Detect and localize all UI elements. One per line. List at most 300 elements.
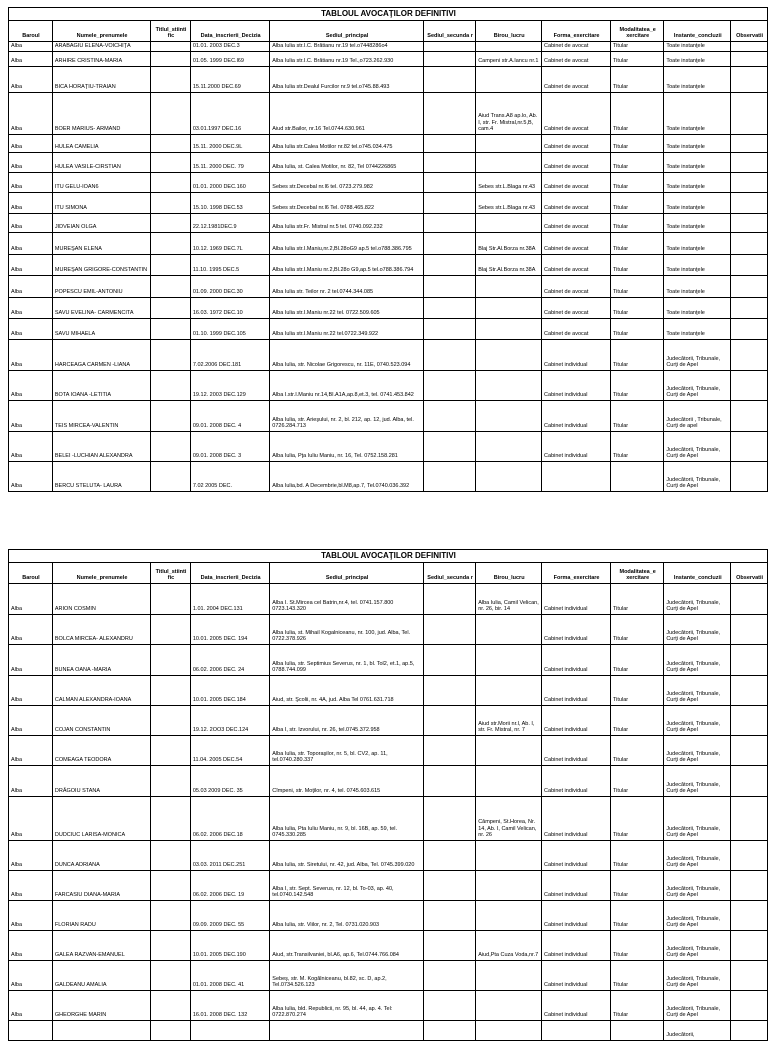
- cell-practice-form: Cabinet individual: [542, 841, 611, 871]
- cell-main-office: Alba Iulia, Pta Iuliu Maniu, nr. 9, bl. 16B, ap. 59, tel. 0745.330.285: [270, 797, 424, 841]
- cell-observations: [731, 766, 768, 797]
- cell-practice-mode: Titular: [611, 52, 664, 67]
- table-row: [9, 93, 768, 135]
- cell-title: [151, 214, 191, 233]
- cell-courts: Toate instanţele: [664, 233, 731, 255]
- cell-work-office: [476, 766, 542, 797]
- header-name: Numele_prenumele: [52, 21, 150, 42]
- cell-practice-form: Cabinet de avocat: [542, 276, 611, 298]
- cell-main-office: Alba Iulia, Pţa Iuliu Maniu, nr. 16, Tel. 0752.158.281: [270, 432, 424, 462]
- cell-practice-mode: Titular: [611, 340, 664, 371]
- cell-observations: [731, 173, 768, 193]
- cell-name: SAVU MIHAELA: [52, 319, 150, 340]
- cell-title: [151, 766, 191, 797]
- cell-main-office: Alba Iulia str.Fr. Mistral nr.5 tel. 0740.092.232: [270, 214, 424, 233]
- cell-practice-mode: [611, 462, 664, 492]
- cell-barou: Alba: [9, 615, 53, 645]
- cell-date-decision: 03.03. 2011 DEC.251: [190, 841, 269, 871]
- cell-practice-mode: Titular: [611, 615, 664, 645]
- cell-practice-form: Cabinet individual: [542, 371, 611, 401]
- cell-secondary-office: [423, 193, 475, 214]
- cell-title: [151, 841, 191, 871]
- table-row: [9, 214, 768, 233]
- cell-name: TEIS MIRCEA-VALENTIN: [52, 401, 150, 432]
- cell-observations: [731, 153, 768, 173]
- header-practice-form: Forma_exercitare: [542, 21, 611, 42]
- cell-practice-form: Cabinet individual: [542, 991, 611, 1021]
- cell-barou: Alba: [9, 276, 53, 298]
- cell-date-decision: 7.02 2005 DEC.: [190, 462, 269, 492]
- cell-title: [151, 42, 191, 52]
- cell-main-office: Alba Iulia str.I.Maniu,nr.2,Bl.28oG9 ap.5 tel.o788.386.795: [270, 233, 424, 255]
- cell-secondary-office: [423, 961, 475, 991]
- cell-work-office: [476, 298, 542, 319]
- table-row: [9, 298, 768, 319]
- cell-barou: Alba: [9, 93, 53, 135]
- cell-name: BOLCA MIRCEA- ALEXANDRU: [52, 615, 150, 645]
- cell-name: GALEA RAZVAN-EMANUEL: [52, 931, 150, 961]
- cell-name: COJAN CONSTANTIN: [52, 706, 150, 736]
- cell-practice-mode: Titular: [611, 841, 664, 871]
- cell-barou: Alba: [9, 901, 53, 931]
- cell-name: GALDEANU AMALIA: [52, 961, 150, 991]
- cell-name: POPESCU EMIL-ANTONIU: [52, 276, 150, 298]
- cell-courts: Judecătorii, Tribunale, Curţi de Apel: [664, 432, 731, 462]
- cell-name: BELEI -LUCHIAN ALEXANDRA: [52, 432, 150, 462]
- header-practice-form: Forma_exercitare: [542, 563, 611, 584]
- cell-practice-form: Cabinet de avocat: [542, 42, 611, 52]
- cell-courts: Toate instanţele: [664, 276, 731, 298]
- cell-title: [151, 401, 191, 432]
- cell-secondary-office: [423, 462, 475, 492]
- cell-barou: Alba: [9, 340, 53, 371]
- table-row: [9, 255, 768, 276]
- cell-date-decision: 01.05. 1999 DEC.l69: [190, 52, 269, 67]
- cell-title: [151, 901, 191, 931]
- cell-date-decision: 19.12. 2003 DEC.129: [190, 371, 269, 401]
- cell-observations: [731, 901, 768, 931]
- cell-date-decision: 06.02. 2006 DEC.18: [190, 797, 269, 841]
- cell-courts: Judecătorii, Tribunale, Curţi de Apel: [664, 676, 731, 706]
- cell-work-office: [476, 615, 542, 645]
- cell-date-decision: 16.03. 1972 DEC.10: [190, 298, 269, 319]
- cell-secondary-office: [423, 991, 475, 1021]
- cell-date-decision: 01.09. 2000 DEC.30: [190, 276, 269, 298]
- cell-date-decision: 15.11. 2000 DEC.9L: [190, 135, 269, 153]
- table-row: [9, 173, 768, 193]
- cell-observations: [731, 584, 768, 615]
- cell-date-decision: 15.10. 1998 DEC.53: [190, 193, 269, 214]
- cell-date-decision: 10.12. 1969 DEC.7L: [190, 233, 269, 255]
- cell-secondary-office: [423, 42, 475, 52]
- cell-title: [151, 93, 191, 135]
- cell-date-decision: 16.01. 2008 DEC. 132: [190, 991, 269, 1021]
- cell-date-decision: 01.01. 2000 DEC.160: [190, 173, 269, 193]
- cell-practice-mode: Titular: [611, 401, 664, 432]
- cell-observations: [731, 67, 768, 93]
- cell-main-office: Alba Iulia, str. Siretului, nr. 42, jud. Alba, Tel. 0745.399.020: [270, 841, 424, 871]
- cell-name: ITU GELU-IOAN6: [52, 173, 150, 193]
- table-row: [9, 319, 768, 340]
- table-row: [9, 276, 768, 298]
- cell-observations: [731, 961, 768, 991]
- cell-secondary-office: [423, 766, 475, 797]
- cell-practice-mode: Titular: [611, 135, 664, 153]
- cell-title: [151, 233, 191, 255]
- cell-courts: Toate instanţele: [664, 255, 731, 276]
- cell-barou: Alba: [9, 255, 53, 276]
- table-row: [9, 871, 768, 901]
- cell-work-office: [476, 432, 542, 462]
- cell-practice-form: Cabinet individual: [542, 901, 611, 931]
- cell-barou: Alba: [9, 233, 53, 255]
- cell-title: [151, 153, 191, 173]
- cell-work-office: [476, 871, 542, 901]
- cell-title: [151, 173, 191, 193]
- cell-courts: Toate instanţele: [664, 214, 731, 233]
- cell-practice-mode: Titular: [611, 961, 664, 991]
- cell-observations: [731, 42, 768, 52]
- cell-name: MUREŞAN ELENA: [52, 233, 150, 255]
- cell-practice-form: Cabinet individual: [542, 340, 611, 371]
- table-row: [9, 371, 768, 401]
- cell-practice-form: Cabinet de avocat: [542, 319, 611, 340]
- header-practice-mode: Modalitatea_e xercitare: [611, 21, 664, 42]
- cell-secondary-office: [423, 340, 475, 371]
- header-observations: Observatii: [731, 21, 768, 42]
- cell-main-office: Alba Iulia, str. Viilor, nr. 2, Tel. 0731.020.903: [270, 901, 424, 931]
- cell-name: BUNEA OANA -MARIA: [52, 645, 150, 676]
- cell-work-office: [476, 340, 542, 371]
- table-row: [9, 52, 768, 67]
- cell-main-office: Alba Iulia str.I.Maniu nr.2,Bl.28o G9,ap.5 tel.o788.386.794: [270, 255, 424, 276]
- cell-secondary-office: [423, 676, 475, 706]
- header-main-office: Sediul_principal: [270, 563, 424, 584]
- cell-title: [151, 584, 191, 615]
- cell-title: [151, 276, 191, 298]
- cell-courts: Toate instanţele: [664, 298, 731, 319]
- cell-practice-mode: Titular: [611, 371, 664, 401]
- cell-secondary-office: [423, 871, 475, 901]
- cell-title: [151, 706, 191, 736]
- cell-name: ITU SIMONA: [52, 193, 150, 214]
- cell-courts: Toate instanţele: [664, 93, 731, 135]
- cell-date-decision: 05.03 2009 DEC. 35: [190, 766, 269, 797]
- cell-observations: [731, 462, 768, 492]
- table-row: [9, 901, 768, 931]
- table-row: [9, 153, 768, 173]
- cell-main-office: Alba I. St.Mircea cel Batrin,nr.4, tel. 0741.157.800 0723.143.320: [270, 584, 424, 615]
- cell-title: [151, 255, 191, 276]
- cell-main-office: Alba Iulia str.I.Maniu nr.22 tel. 0722.509.605: [270, 298, 424, 319]
- cell-work-office: [476, 462, 542, 492]
- cell-practice-mode: Titular: [611, 871, 664, 901]
- cell-main-office: Cîmpeni, str. Moţilor, nr. 4, tel. 0745.603.615: [270, 766, 424, 797]
- cell-observations: [731, 706, 768, 736]
- cell-name: GHEORGHE MARIN: [52, 991, 150, 1021]
- cell-name: COMEAGA TEODORA: [52, 736, 150, 766]
- cell-work-office: Alba Iulia, Camil Velican, nr. 26, bir. 14: [476, 584, 542, 615]
- cell-observations: [731, 298, 768, 319]
- cell-practice-form: Cabinet de avocat: [542, 255, 611, 276]
- cell-secondary-office: [423, 797, 475, 841]
- cell-practice-mode: Titular: [611, 298, 664, 319]
- cell-barou: Alba: [9, 871, 53, 901]
- cell-barou: Alba: [9, 462, 53, 492]
- cell-courts: Judecătorii,: [664, 1021, 731, 1041]
- table-row: [9, 766, 768, 797]
- cell-barou: Alba: [9, 173, 53, 193]
- cell-observations: [731, 841, 768, 871]
- cell-practice-mode: Titular: [611, 991, 664, 1021]
- cell-title: [151, 371, 191, 401]
- cell-practice-form: Cabinet individual: [542, 871, 611, 901]
- cell-observations: [731, 797, 768, 841]
- cell-main-office: Alba Iulia, str. Toporaşilor, nr. 5, bl. CV2, ap. 11, tel.0740.280.337: [270, 736, 424, 766]
- header-title: Titlul_stiinti fic: [151, 563, 191, 584]
- cell-practice-form: Cabinet individual: [542, 766, 611, 797]
- cell-main-office: Aiud, str. Şcolii, nr. 4A, jud. Alba Tel 0761.631.718: [270, 676, 424, 706]
- cell-secondary-office: [423, 584, 475, 615]
- cell-courts: Judecătorii, Tribunale, Curţi de Apel: [664, 991, 731, 1021]
- cell-courts: Judecătorii , Tribunale, Curţi de apel: [664, 401, 731, 432]
- header-row: [9, 21, 768, 42]
- cell-name: DRĂGOIU STANA: [52, 766, 150, 797]
- cell-secondary-office: [423, 736, 475, 766]
- cell-practice-mode: Titular: [611, 645, 664, 676]
- header-title: Titlul_stiinti fic: [151, 21, 191, 42]
- cell-barou: Alba: [9, 645, 53, 676]
- cell-date-decision: 03.01.1997 DEC.16: [190, 93, 269, 135]
- cell-title: [151, 340, 191, 371]
- cell-date-decision: 10.01. 2005 DEC.190: [190, 931, 269, 961]
- cell-secondary-office: [423, 371, 475, 401]
- cell-work-office: Campeni str.A.Iancu nr.1: [476, 52, 542, 67]
- cell-name: SAVU EVELINA- CARMENCITA: [52, 298, 150, 319]
- cell-observations: [731, 214, 768, 233]
- cell-work-office: [476, 42, 542, 52]
- cell-title: [151, 736, 191, 766]
- table-row: [9, 841, 768, 871]
- cell-practice-form: Cabinet de avocat: [542, 233, 611, 255]
- cell-observations: [731, 93, 768, 135]
- cell-date-decision: 15.11.2000 DEC.69: [190, 67, 269, 93]
- header-secondary-office: Sediul_secunda r: [423, 563, 475, 584]
- table-row: [9, 991, 768, 1021]
- cell-work-office: Blaj Str.Al.Borza nr.38A: [476, 233, 542, 255]
- cell-main-office: Alba Iulia,bd. A Decembrie,bl.M8,ap.7, Tel.0740.036.392: [270, 462, 424, 492]
- cell-barou: Alba: [9, 401, 53, 432]
- cell-secondary-office: [423, 233, 475, 255]
- cell-name: BERCU STELUTA- LAURA: [52, 462, 150, 492]
- cell-barou: Alba: [9, 766, 53, 797]
- cell-work-office: [476, 371, 542, 401]
- cell-work-office: Blaj Str.Al.Borza nr.38A: [476, 255, 542, 276]
- cell-barou: Alba: [9, 298, 53, 319]
- cell-courts: Toate instanţele: [664, 173, 731, 193]
- cell-practice-form: Cabinet de avocat: [542, 173, 611, 193]
- cell-date-decision: 09.01. 2008 DEC. 4: [190, 401, 269, 432]
- cell-practice-form: Cabinet de avocat: [542, 214, 611, 233]
- cell-secondary-office: [423, 135, 475, 153]
- cell-main-office: Alba Iulia, st. Mihail Kogalniceanu, nr. 100, jud. Alba, Tel. 0722.378.926: [270, 615, 424, 645]
- cell-main-office: Alba Iulia str. Teilor nr. 2 tel.0744.344.085: [270, 276, 424, 298]
- cell-main-office: Alba Iulia, str. Arieşului, nr. 2, bl. 212, ap. 12, jud. Alba, tel. 0726.284.713: [270, 401, 424, 432]
- cell-practice-mode: Titular: [611, 67, 664, 93]
- cell-date-decision: 06.02. 2006 DEC. 19: [190, 871, 269, 901]
- cell-secondary-office: [423, 432, 475, 462]
- cell-courts: Toate instanţele: [664, 319, 731, 340]
- cell-courts: Judecătorii, Tribunale, Curţi de Apel: [664, 961, 731, 991]
- cell-practice-form: Cabinet individual: [542, 797, 611, 841]
- cell-name: ARION COSMIN: [52, 584, 150, 615]
- cell-practice-form: Cabinet individual: [542, 931, 611, 961]
- table-row: [9, 584, 768, 615]
- cell-observations: [731, 319, 768, 340]
- cell-title: [151, 931, 191, 961]
- cell-date-decision: 01.01. 2008 DEC. 41: [190, 961, 269, 991]
- cell-date-decision: 01.01. 2003 DEC.3: [190, 42, 269, 52]
- cell-secondary-office: [423, 931, 475, 961]
- cell-courts: Judecătorii, Tribunale, Curţi de Apel: [664, 931, 731, 961]
- cell-date-decision: 22.12.1981DEC.9: [190, 214, 269, 233]
- header-date-decision: Data_inscrierii_Decizia: [190, 563, 269, 584]
- header-practice-mode: Modalitatea_e xercitare: [611, 563, 664, 584]
- cell-work-office: [476, 901, 542, 931]
- table-row: [9, 340, 768, 371]
- cell-practice-form: Cabinet individual: [542, 706, 611, 736]
- cell-courts: Judecătorii, Tribunale, Curţi de Apel: [664, 645, 731, 676]
- cell-name: CALMAN ALEXANDRA-IOANA: [52, 676, 150, 706]
- cell-practice-mode: Titular: [611, 233, 664, 255]
- table-row: [9, 233, 768, 255]
- cell-observations: [731, 931, 768, 961]
- cell-courts: Toate instanţele: [664, 42, 731, 52]
- table-row: [9, 401, 768, 432]
- cell-name: BOER MARIUS- ARMAND: [52, 93, 150, 135]
- cell-courts: Judecătorii, Tribunale, Curţi de Apel: [664, 584, 731, 615]
- cell-work-office: [476, 319, 542, 340]
- cell-work-office: [476, 401, 542, 432]
- table-row: [9, 462, 768, 492]
- cell-work-office: Aiud,Pta Cuza Voda,nr.7: [476, 931, 542, 961]
- cell-main-office: Alba Iulia, bld. Republicii, nr. 95, bl. 44, ap. 4. Tel: 0722.870.274: [270, 991, 424, 1021]
- table-row: [9, 67, 768, 93]
- cell-practice-mode: Titular: [611, 153, 664, 173]
- header-row: [9, 563, 768, 584]
- cell-practice-mode: Titular: [611, 797, 664, 841]
- cell-barou: Alba: [9, 371, 53, 401]
- cell-date-decision: 19.12. 2OO3 DEC.124: [190, 706, 269, 736]
- cell-work-office: [476, 645, 542, 676]
- table-row: [9, 931, 768, 961]
- cell-barou: Alba: [9, 961, 53, 991]
- cell-practice-form: Cabinet de avocat: [542, 135, 611, 153]
- cell-observations: [731, 135, 768, 153]
- cell-observations: [731, 871, 768, 901]
- cell-title: [151, 135, 191, 153]
- cell-observations: [731, 193, 768, 214]
- cell-practice-form: Cabinet de avocat: [542, 93, 611, 135]
- cell-name: BICA HORAŢIU-TRAIAN: [52, 67, 150, 93]
- cell-main-office: Alba Iulia str.I.C. Brătianu nr.19 tel.o7448286o4: [270, 42, 424, 52]
- cell-date-decision: 09.01. 2008 DEC. 3: [190, 432, 269, 462]
- table-row: [9, 135, 768, 153]
- cell-title: [151, 67, 191, 93]
- cell-main-office: Alba Iulia, st. Calea Motilor, nr. 82, Tel 0744226865: [270, 153, 424, 173]
- cell-title: [151, 871, 191, 901]
- cell-secondary-office: [423, 255, 475, 276]
- cell-observations: [731, 736, 768, 766]
- cell-date-decision: 09.09. 2009 DEC. 55: [190, 901, 269, 931]
- table-row: [9, 615, 768, 645]
- cell-observations: [731, 276, 768, 298]
- cell-work-office: Câmpeni, St.Horea, Nr. 14, Ab. I, Camil Velican, nr. 26: [476, 797, 542, 841]
- cell-work-office: Sebes str.L.Blaga nr.43: [476, 193, 542, 214]
- cell-main-office: Alba I, str. Izvorului, nr. 26, tel.0745.372.958: [270, 706, 424, 736]
- header-observations: Observatii: [731, 563, 768, 584]
- cell-barou: Alba: [9, 42, 53, 52]
- cell-practice-mode: Titular: [611, 766, 664, 797]
- cell-practice-mode: Titular: [611, 432, 664, 462]
- cell-title: [151, 52, 191, 67]
- cell-barou: Alba: [9, 736, 53, 766]
- cell-name: HARCEAGA CARMEN -LIANA: [52, 340, 150, 371]
- cell-main-office: Alba Iulia str.I.Maniu nr.22 tel.0722.349.922: [270, 319, 424, 340]
- cell-main-office: Sebes str.Decebal nr.l6 Tel. 0788.465.822: [270, 193, 424, 214]
- cell-barou: Alba: [9, 797, 53, 841]
- cell-work-office: [476, 961, 542, 991]
- cell-main-office: Alba Iulia str.Calea Motilor nr.82 tel.o745.034.475: [270, 135, 424, 153]
- cell-barou: Alba: [9, 319, 53, 340]
- header-name: Numele_prenumele: [52, 563, 150, 584]
- lawyers-table-2: [8, 549, 768, 1041]
- header-work-office: Birou_lucru: [476, 563, 542, 584]
- cell-title: [151, 462, 191, 492]
- cell-secondary-office: [423, 67, 475, 93]
- cell-courts: Toate instanţele: [664, 193, 731, 214]
- cell-observations: [731, 991, 768, 1021]
- cell-date-decision: 7.02.2006 DEC.181: [190, 340, 269, 371]
- cell-barou: Alba: [9, 193, 53, 214]
- cell-courts: Judecătorii, Tribunale, Curţi de Apel: [664, 706, 731, 736]
- cell-practice-mode: Titular: [611, 193, 664, 214]
- cell-barou: Alba: [9, 135, 53, 153]
- cell-observations: [731, 432, 768, 462]
- cell-name: ARABAGIU ELENA-VOICHIŢA: [52, 42, 150, 52]
- cell-practice-form: Cabinet de avocat: [542, 298, 611, 319]
- cell-main-office: Sebeş, str. M. Kogălniceanu, bl.82, sc. D, ap.2, Tel.0734.526.123: [270, 961, 424, 991]
- cell-barou: Alba: [9, 931, 53, 961]
- table-body: [9, 42, 768, 492]
- cell-work-office: [476, 276, 542, 298]
- header-courts: Instante_concluzii: [664, 563, 731, 584]
- cell-observations: [731, 371, 768, 401]
- cell-name: FARCASIU DIANA-MARIA: [52, 871, 150, 901]
- cell-date-decision: 10.01. 2005 DEC.184: [190, 676, 269, 706]
- cell-practice-form: Cabinet de avocat: [542, 67, 611, 93]
- cell-title: [151, 319, 191, 340]
- cell-work-office: [476, 991, 542, 1021]
- cell-main-office: Aiud, str.Transilvaniei, bl.A6, ap.6, Tel.0744.766.084: [270, 931, 424, 961]
- cell-main-office: Alba Iulia, str. Nicolae Grigorescu, nr. 11E, 0740.523.094: [270, 340, 424, 371]
- lawyers-table-1: [8, 7, 768, 492]
- cell-date-decision: 10.01. 2005 DEC. 194: [190, 615, 269, 645]
- cell-practice-mode: Titular: [611, 901, 664, 931]
- cell-secondary-office: [423, 52, 475, 67]
- cell-courts: Judecătorii, Tribunale, Curţi de Apel: [664, 797, 731, 841]
- cell-barou: Alba: [9, 676, 53, 706]
